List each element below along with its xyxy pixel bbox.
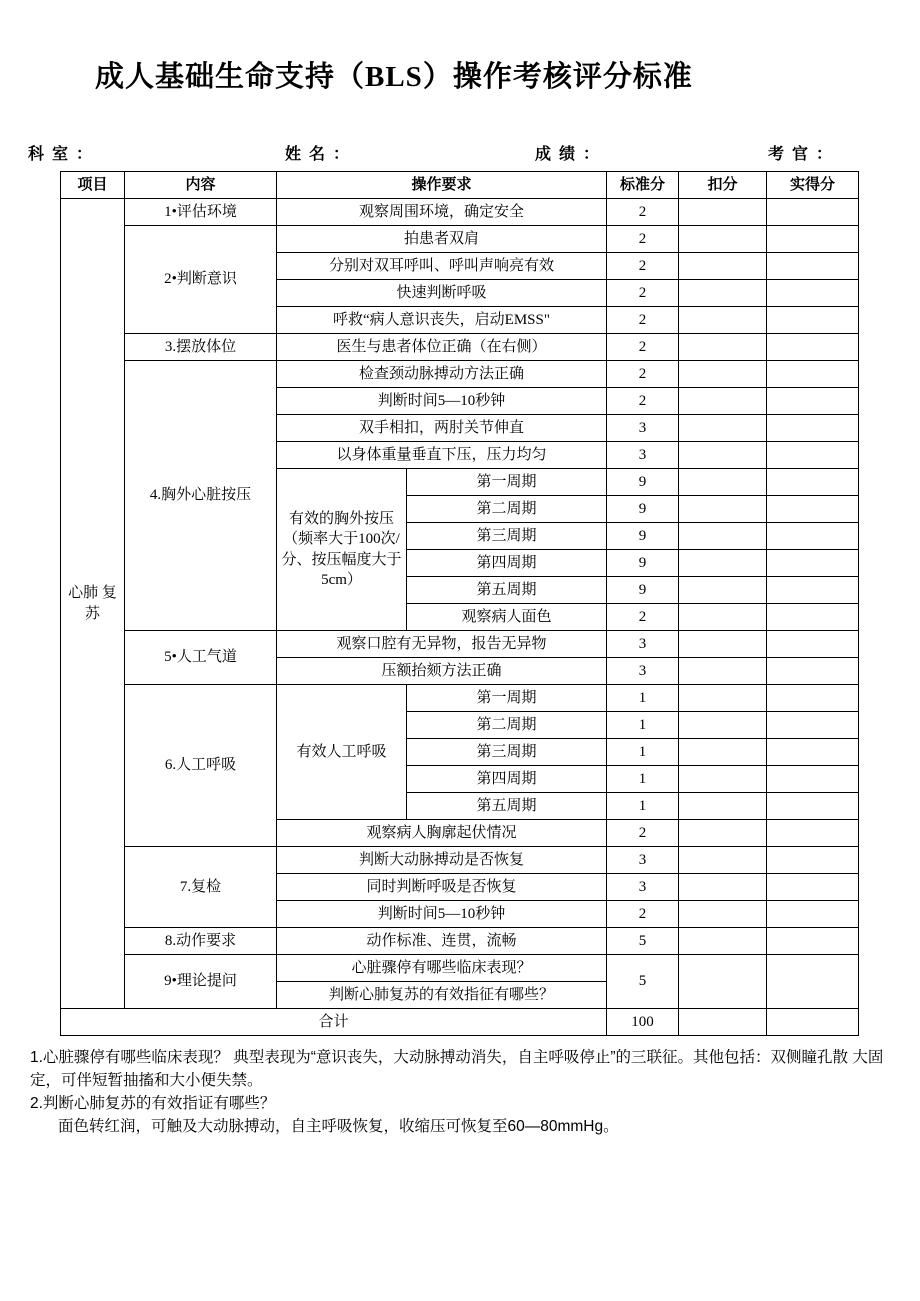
- standard-score-cell: 1: [607, 712, 679, 739]
- page-title: 成人基础生命支持（BLS）操作考核评分标准: [95, 61, 693, 93]
- col-header-project: 项目: [61, 172, 125, 199]
- deduction-cell: [679, 955, 767, 1009]
- table-row: [61, 955, 859, 982]
- actual-score-cell: [767, 199, 859, 226]
- standard-score-cell: 2: [607, 253, 679, 280]
- actual-score-cell: [767, 577, 859, 604]
- table-row: [61, 334, 859, 361]
- content-cell: 2•判断意识: [125, 226, 277, 334]
- actual-score-cell: [767, 280, 859, 307]
- standard-score-cell: 9: [607, 469, 679, 496]
- standard-score-cell: 5: [607, 928, 679, 955]
- requirement-cell: 第三周期: [407, 523, 607, 550]
- deduction-cell: [679, 820, 767, 847]
- name-field-label: 姓 名 ：: [285, 146, 350, 163]
- content-cell: 9•理论提问: [125, 955, 277, 1009]
- actual-score-cell: [767, 523, 859, 550]
- table-row: [61, 199, 859, 226]
- standard-score-cell: 2: [607, 604, 679, 631]
- requirement-cell: 观察病人胸廓起伏情况: [277, 820, 607, 847]
- table-row: [61, 928, 859, 955]
- content-cell: 8.动作要求: [125, 928, 277, 955]
- deduction-cell: [679, 199, 767, 226]
- actual-score-cell: [767, 847, 859, 874]
- standard-score-cell: 3: [607, 631, 679, 658]
- standard-score-cell: 2: [607, 388, 679, 415]
- content-cell: 7.复检: [125, 847, 277, 928]
- deduction-cell: [679, 280, 767, 307]
- content-cell: 4.胸外心脏按压: [125, 361, 277, 631]
- total-label-cell: 合计: [61, 1009, 607, 1036]
- deduction-cell: [679, 685, 767, 712]
- requirement-cell: 第一周期: [407, 469, 607, 496]
- standard-score-cell: 5: [607, 955, 679, 1009]
- standard-score-cell: 2: [607, 226, 679, 253]
- actual-score-cell: [767, 901, 859, 928]
- deduction-cell: [679, 253, 767, 280]
- standard-score-cell: 9: [607, 523, 679, 550]
- deduction-cell: [679, 901, 767, 928]
- department-field-label: 科 室 ：: [28, 146, 93, 163]
- deduction-cell: [679, 415, 767, 442]
- actual-score-cell: [767, 820, 859, 847]
- col-header-standard-score: 标准分: [607, 172, 679, 199]
- standard-score-cell: 9: [607, 577, 679, 604]
- table-row: [61, 631, 859, 658]
- col-header-requirement: 操作要求: [277, 172, 607, 199]
- total-score-cell: 100: [607, 1009, 679, 1036]
- deduction-cell: [679, 874, 767, 901]
- requirement-cell: 呼救“病人意识丧失，启动EMSS": [277, 307, 607, 334]
- deduction-cell: [679, 550, 767, 577]
- table-row: [61, 361, 859, 388]
- actual-score-cell: [767, 415, 859, 442]
- standard-score-cell: 2: [607, 820, 679, 847]
- requirement-cell: 检查颈动脉搏动方法正确: [277, 361, 607, 388]
- actual-score-cell: [767, 928, 859, 955]
- deduction-cell: [679, 523, 767, 550]
- requirement-cell: 第五周期: [407, 793, 607, 820]
- standard-score-cell: 2: [607, 280, 679, 307]
- requirement-group-label: 有效人工呼吸: [277, 685, 407, 820]
- score-table: [60, 171, 859, 1036]
- requirement-cell: 第五周期: [407, 577, 607, 604]
- deduction-cell: [679, 577, 767, 604]
- requirement-cell: 快速判断呼吸: [277, 280, 607, 307]
- actual-score-cell: [767, 496, 859, 523]
- actual-score-cell: [767, 658, 859, 685]
- actual-score-cell: [767, 388, 859, 415]
- content-cell: 5•人工气道: [125, 631, 277, 685]
- deduction-cell: [679, 226, 767, 253]
- actual-score-cell: [767, 739, 859, 766]
- requirement-cell: 第四周期: [407, 766, 607, 793]
- standard-score-cell: 2: [607, 901, 679, 928]
- standard-score-cell: 3: [607, 658, 679, 685]
- requirement-cell: 判断大动脉搏动是否恢复: [277, 847, 607, 874]
- deduction-cell: [679, 928, 767, 955]
- requirement-cell: 同时判断呼吸是否恢复: [277, 874, 607, 901]
- requirement-cell: 以身体重量垂直下压，压力均匀: [277, 442, 607, 469]
- examiner-field-label: 考 官 ：: [768, 146, 833, 163]
- standard-score-cell: 9: [607, 496, 679, 523]
- requirement-cell: 拍患者双肩: [277, 226, 607, 253]
- requirement-cell: 第二周期: [407, 712, 607, 739]
- deduction-cell: [679, 631, 767, 658]
- standard-score-cell: 1: [607, 766, 679, 793]
- actual-score-cell: [767, 604, 859, 631]
- actual-score-cell: [767, 631, 859, 658]
- actual-score-cell: [767, 307, 859, 334]
- deduction-cell: [679, 766, 767, 793]
- actual-score-cell: [767, 1009, 859, 1036]
- actual-score-cell: [767, 361, 859, 388]
- footnotes: [30, 1046, 896, 1138]
- deduction-cell: [679, 793, 767, 820]
- col-header-actual-score: 实得分: [767, 172, 859, 199]
- requirement-cell: 观察周围环境，确定安全: [277, 199, 607, 226]
- deduction-cell: [679, 469, 767, 496]
- actual-score-cell: [767, 766, 859, 793]
- requirement-cell: 医生与患者体位正确（在右侧）: [277, 334, 607, 361]
- requirement-cell: 观察口腔有无异物，报告无异物: [277, 631, 607, 658]
- deduction-cell: [679, 361, 767, 388]
- table-row: [61, 847, 859, 874]
- deduction-cell: [679, 604, 767, 631]
- requirement-cell: 第四周期: [407, 550, 607, 577]
- deduction-cell: [679, 334, 767, 361]
- deduction-cell: [679, 1009, 767, 1036]
- project-cell: 心肺 复苏: [61, 199, 125, 1009]
- deduction-cell: [679, 442, 767, 469]
- actual-score-cell: [767, 226, 859, 253]
- deduction-cell: [679, 388, 767, 415]
- actual-score-cell: [767, 550, 859, 577]
- actual-score-cell: [767, 334, 859, 361]
- standard-score-cell: 3: [607, 442, 679, 469]
- standard-score-cell: 2: [607, 307, 679, 334]
- requirement-cell: 判断心肺复苏的有效指征有哪些？: [277, 982, 607, 1009]
- deduction-cell: [679, 496, 767, 523]
- deduction-cell: [679, 739, 767, 766]
- table-row: [61, 226, 859, 253]
- requirement-cell: 第三周期: [407, 739, 607, 766]
- footnote-1: 1.心脏骤停有哪些临床表现？ 典型表现为“意识丧失，大动脉搏动消失，自主呼吸停止”的三联征。其他包括：双侧瞳孔散 大固定，可伴短暂抽搐和大小便失禁。: [30, 1049, 884, 1089]
- requirement-cell: 判断时间5—10秒钟: [277, 901, 607, 928]
- requirement-cell: 第二周期: [407, 496, 607, 523]
- deduction-cell: [679, 658, 767, 685]
- standard-score-cell: 2: [607, 361, 679, 388]
- requirement-cell: 动作标准、连贯，流畅: [277, 928, 607, 955]
- requirement-group-label: 有效的胸外按压（频率大于100次/分、按压幅度大于5cm）: [277, 469, 407, 631]
- table-row: [61, 685, 859, 712]
- actual-score-cell: [767, 793, 859, 820]
- standard-score-cell: 3: [607, 874, 679, 901]
- deduction-cell: [679, 307, 767, 334]
- requirement-cell: 心脏骤停有哪些临床表现？: [277, 955, 607, 982]
- standard-score-cell: 3: [607, 415, 679, 442]
- footnote-2-answer: 面色转红润，可触及大动脉搏动，自主呼吸恢复，收缩压可恢复至60—80mmHg。: [58, 1118, 619, 1135]
- actual-score-cell: [767, 442, 859, 469]
- standard-score-cell: 1: [607, 685, 679, 712]
- col-header-content: 内容: [125, 172, 277, 199]
- standard-score-cell: 2: [607, 334, 679, 361]
- requirement-cell: 分别对双耳呼叫、呼叫声响亮有效: [277, 253, 607, 280]
- requirement-cell: 判断时间5—10秒钟: [277, 388, 607, 415]
- requirement-cell: 双手相扣，两肘关节伸直: [277, 415, 607, 442]
- score-field-label: 成 绩 ：: [535, 146, 600, 163]
- standard-score-cell: 2: [607, 199, 679, 226]
- deduction-cell: [679, 712, 767, 739]
- actual-score-cell: [767, 874, 859, 901]
- actual-score-cell: [767, 685, 859, 712]
- total-row: [61, 1009, 859, 1036]
- requirement-cell: 第一周期: [407, 685, 607, 712]
- standard-score-cell: 9: [607, 550, 679, 577]
- header-fields: [0, 141, 920, 167]
- col-header-deduction: 扣分: [679, 172, 767, 199]
- standard-score-cell: 1: [607, 739, 679, 766]
- table-header-row: [61, 172, 859, 199]
- requirement-cell: 观察病人面色: [407, 604, 607, 631]
- actual-score-cell: [767, 955, 859, 1009]
- content-cell: 1•评估环境: [125, 199, 277, 226]
- actual-score-cell: [767, 712, 859, 739]
- content-cell: 3.摆放体位: [125, 334, 277, 361]
- requirement-cell: 压额抬颏方法正确: [277, 658, 607, 685]
- standard-score-cell: 1: [607, 793, 679, 820]
- footnote-2-question: 2.判断心肺复苏的有效指证有哪些？: [30, 1095, 276, 1112]
- standard-score-cell: 3: [607, 847, 679, 874]
- content-cell: 6.人工呼吸: [125, 685, 277, 847]
- actual-score-cell: [767, 253, 859, 280]
- deduction-cell: [679, 847, 767, 874]
- actual-score-cell: [767, 469, 859, 496]
